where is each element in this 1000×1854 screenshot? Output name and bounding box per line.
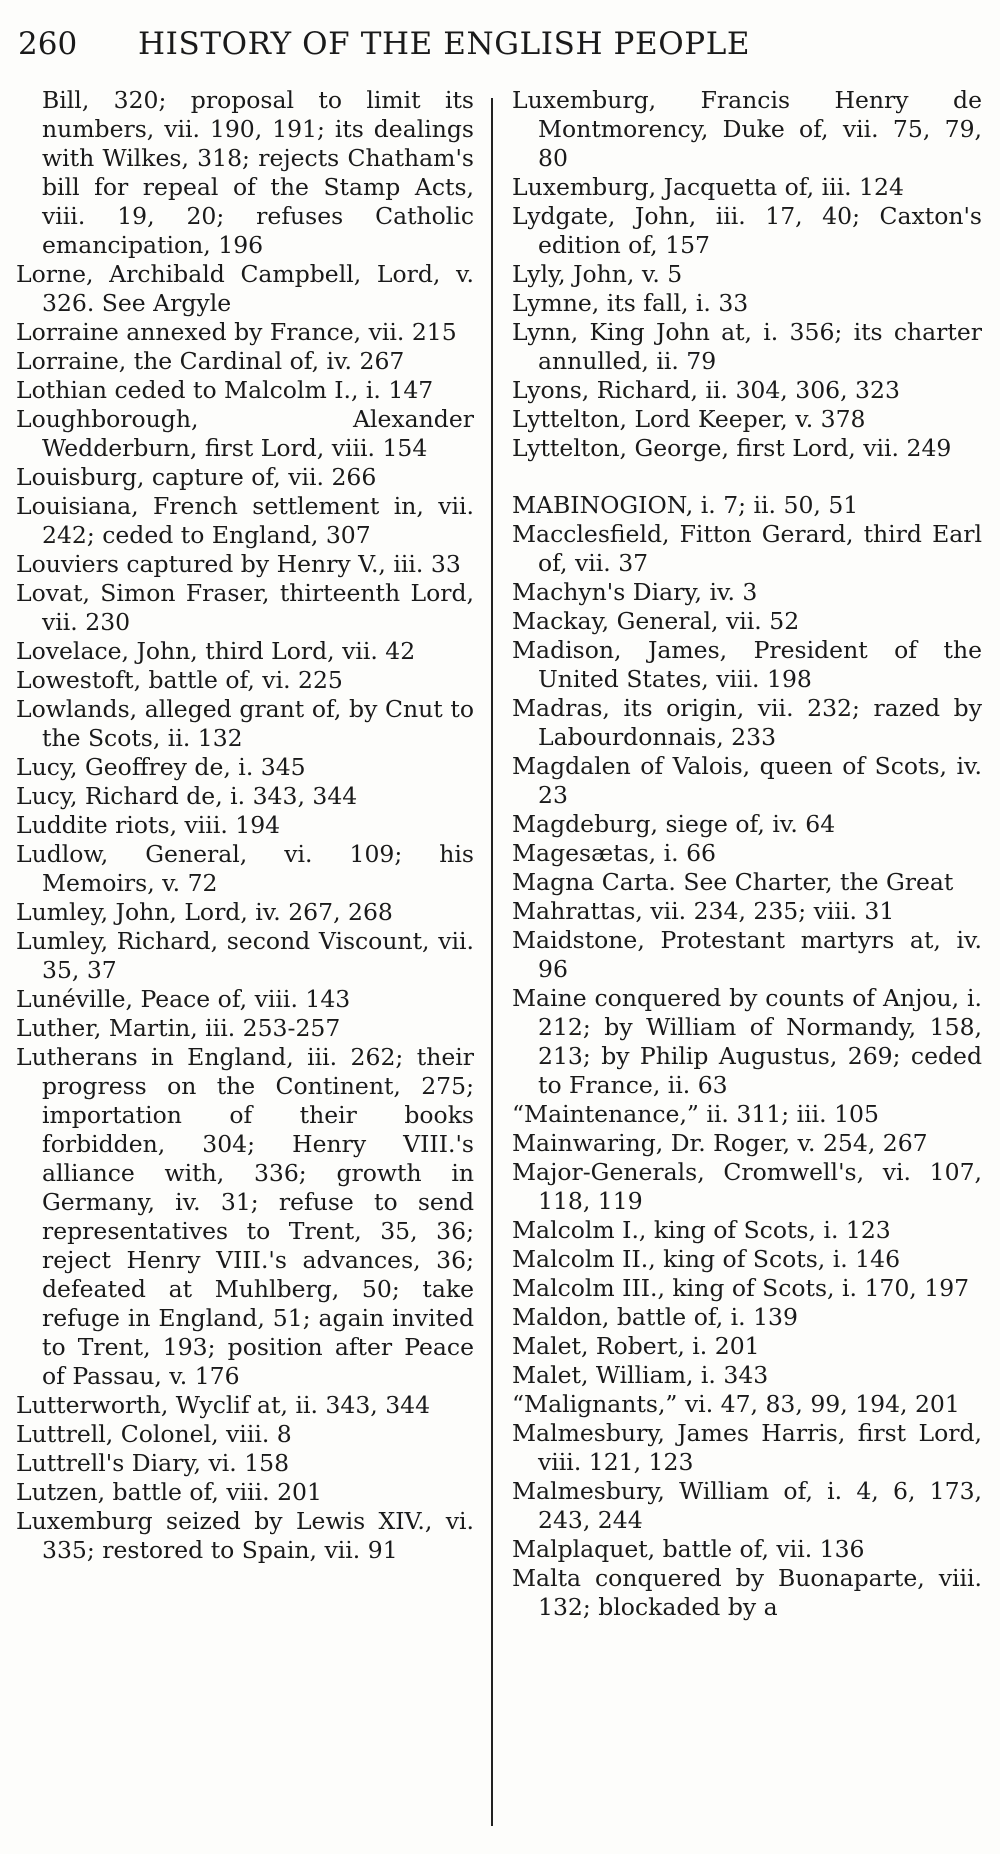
index-entry: Major-Generals, Cromwell's, vi. 107, 118, 119	[512, 1158, 982, 1215]
index-entry: Lumley, Richard, second Viscount, vii. 35, 37	[16, 927, 474, 984]
index-entry: Maine conquered by counts of Anjou, i. 212; by William of Normandy, 158, 213; by Philip Augustus, 269; ceded to France, ii. 63	[512, 984, 982, 1099]
index-entry: Luttrell's Diary, vi. 158	[16, 1449, 290, 1477]
index-entry: Lorraine annexed by France, vii. 215	[16, 318, 457, 346]
index-entry: Lyttelton, Lord Keeper, v. 378	[512, 405, 866, 433]
index-entry: “Maintenance,” ii. 311; iii. 105	[512, 1100, 879, 1128]
index-entry: Lyly, John, v. 5	[512, 260, 683, 288]
index-entry: Lydgate, John, iii. 17, 40; Caxton's edition of, 157	[512, 202, 982, 259]
index-entry: Macclesfield, Fitton Gerard, third Earl of, vii. 37	[512, 520, 982, 577]
index-entry: Luxemburg, Jacquetta of, iii. 124	[512, 173, 904, 201]
index-entry: Lorne, Archibald Campbell, Lord, v. 326. See Argyle	[16, 260, 474, 317]
index-entry: Madras, its origin, vii. 232; razed by Labourdonnais, 233	[512, 694, 982, 751]
index-entry: Madison, James, President of the United States, viii. 198	[512, 636, 982, 693]
index-entry: Lovelace, John, third Lord, vii. 42	[16, 637, 416, 665]
index-entry: Lutzen, battle of, viii. 201	[16, 1478, 322, 1506]
index-entry: Lovat, Simon Fraser, thirteenth Lord, vii. 230	[16, 579, 474, 636]
index-entry: Mahrattas, vii. 234, 235; viii. 31	[512, 897, 895, 925]
index-entry: Malmesbury, James Harris, first Lord, viii. 121, 123	[512, 1419, 982, 1476]
index-column-left	[16, 86, 474, 1565]
index-entry: Malcolm II., king of Scots, i. 146	[512, 1245, 901, 1273]
index-entry: Luttrell, Colonel, viii. 8	[16, 1420, 292, 1448]
index-entry: Lynn, King John at, i. 356; its charter annulled, ii. 79	[512, 318, 982, 375]
index-entry: Malcolm I., king of Scots, i. 123	[512, 1216, 891, 1244]
index-entry: MABINOGION, i. 7; ii. 50, 51	[512, 491, 859, 519]
index-entry: Lutherans in England, iii. 262; their progress on the Continent, 275; importation of their books forbidden, 304; Henry VIII.'s alliance with, 336; growth in Germany, iv. 31; refuse to send representatives to Trent, 35, 36; reject Henry VIII.'s advances, 36; defeated at Muhlberg, 50; take refuge in England, 51; again invited to Trent, 193; position after Peace of Passau, v. 176	[16, 1043, 474, 1390]
index-entry: Mackay, General, vii. 52	[512, 607, 800, 635]
page-header	[18, 22, 988, 70]
letter-section-gap	[512, 463, 982, 491]
index-entry: Mainwaring, Dr. Roger, v. 254, 267	[512, 1129, 928, 1157]
index-entry: “Malignants,” vi. 47, 83, 99, 194, 201	[512, 1390, 960, 1418]
index-entry: Lothian ceded to Malcolm I., i. 147	[16, 376, 434, 404]
index-entry: Machyn's Diary, iv. 3	[512, 578, 758, 606]
index-entry: Lymne, its fall, i. 33	[512, 289, 749, 317]
index-entry: Luddite riots, viii. 194	[16, 811, 281, 839]
index-entry: Bill, 320; proposal to limit its numbers, vii. 190, 191; its dealings with Wilkes, 318; rejects Chatham's bill for repeal of the Stamp Acts, viii. 19, 20; refuses Catholic emancipation, 196	[42, 86, 474, 259]
page-number: 260	[18, 26, 78, 62]
index-entry: Luxemburg, Francis Henry de Montmorency, Duke of, vii. 75, 79, 80	[512, 86, 982, 172]
index-entry: Lowlands, alleged grant of, by Cnut to the Scots, ii. 132	[16, 695, 474, 752]
index-entry: Lyons, Richard, ii. 304, 306, 323	[512, 376, 900, 404]
index-entry: Malcolm III., king of Scots, i. 170, 197	[512, 1274, 970, 1302]
index-entry: Luxemburg seized by Lewis XIV., vi. 335; restored to Spain, vii. 91	[16, 1507, 474, 1564]
index-entry: Lyttelton, George, first Lord, vii. 249	[512, 434, 952, 462]
column-divider	[491, 98, 493, 1826]
index-entry: Malta conquered by Buonaparte, viii. 132; blockaded by a	[512, 1564, 982, 1621]
index-entry: Louviers captured by Henry V., iii. 33	[16, 550, 461, 578]
index-entry: Malmesbury, William of, i. 4, 6, 173, 243, 244	[512, 1477, 982, 1534]
index-entry: Louisiana, French settlement in, vii. 242; ceded to England, 307	[16, 492, 474, 549]
index-entry: Louisburg, capture of, vii. 266	[16, 463, 377, 491]
index-entry: Ludlow, General, vi. 109; his Memoirs, v. 72	[16, 840, 474, 897]
index-entry: Lumley, John, Lord, iv. 267, 268	[16, 898, 393, 926]
index-entry: Malplaquet, battle of, vii. 136	[512, 1535, 865, 1563]
index-entry: Lucy, Geoffrey de, i. 345	[16, 753, 306, 781]
index-entry: Lorraine, the Cardinal of, iv. 267	[16, 347, 405, 375]
running-title: HISTORY OF THE ENGLISH PEOPLE	[138, 26, 751, 62]
index-entry: Lowestoft, battle of, vi. 225	[16, 666, 343, 694]
index-entry: Magdeburg, siege of, iv. 64	[512, 810, 836, 838]
index-entry: Luther, Martin, iii. 253-257	[16, 1014, 341, 1042]
index-column-right	[512, 86, 982, 1622]
index-entry: Lucy, Richard de, i. 343, 344	[16, 782, 358, 810]
index-entry: Malet, Robert, i. 201	[512, 1332, 760, 1360]
index-entry: Magdalen of Valois, queen of Scots, iv. 23	[512, 752, 982, 809]
index-entry: Malet, William, i. 343	[512, 1361, 769, 1389]
index-entry: Maidstone, Protestant martyrs at, iv. 96	[512, 926, 982, 983]
index-entry: Maldon, battle of, i. 139	[512, 1303, 798, 1331]
index-entry: Lunéville, Peace of, viii. 143	[16, 985, 351, 1013]
index-entry: Magna Carta. See Charter, the Great	[512, 868, 954, 896]
index-entry: Loughborough, Alexander Wedderburn, first Lord, viii. 154	[16, 405, 474, 462]
index-entry: Magesætas, i. 66	[512, 839, 716, 867]
index-entry: Lutterworth, Wyclif at, ii. 343, 344	[16, 1391, 431, 1419]
